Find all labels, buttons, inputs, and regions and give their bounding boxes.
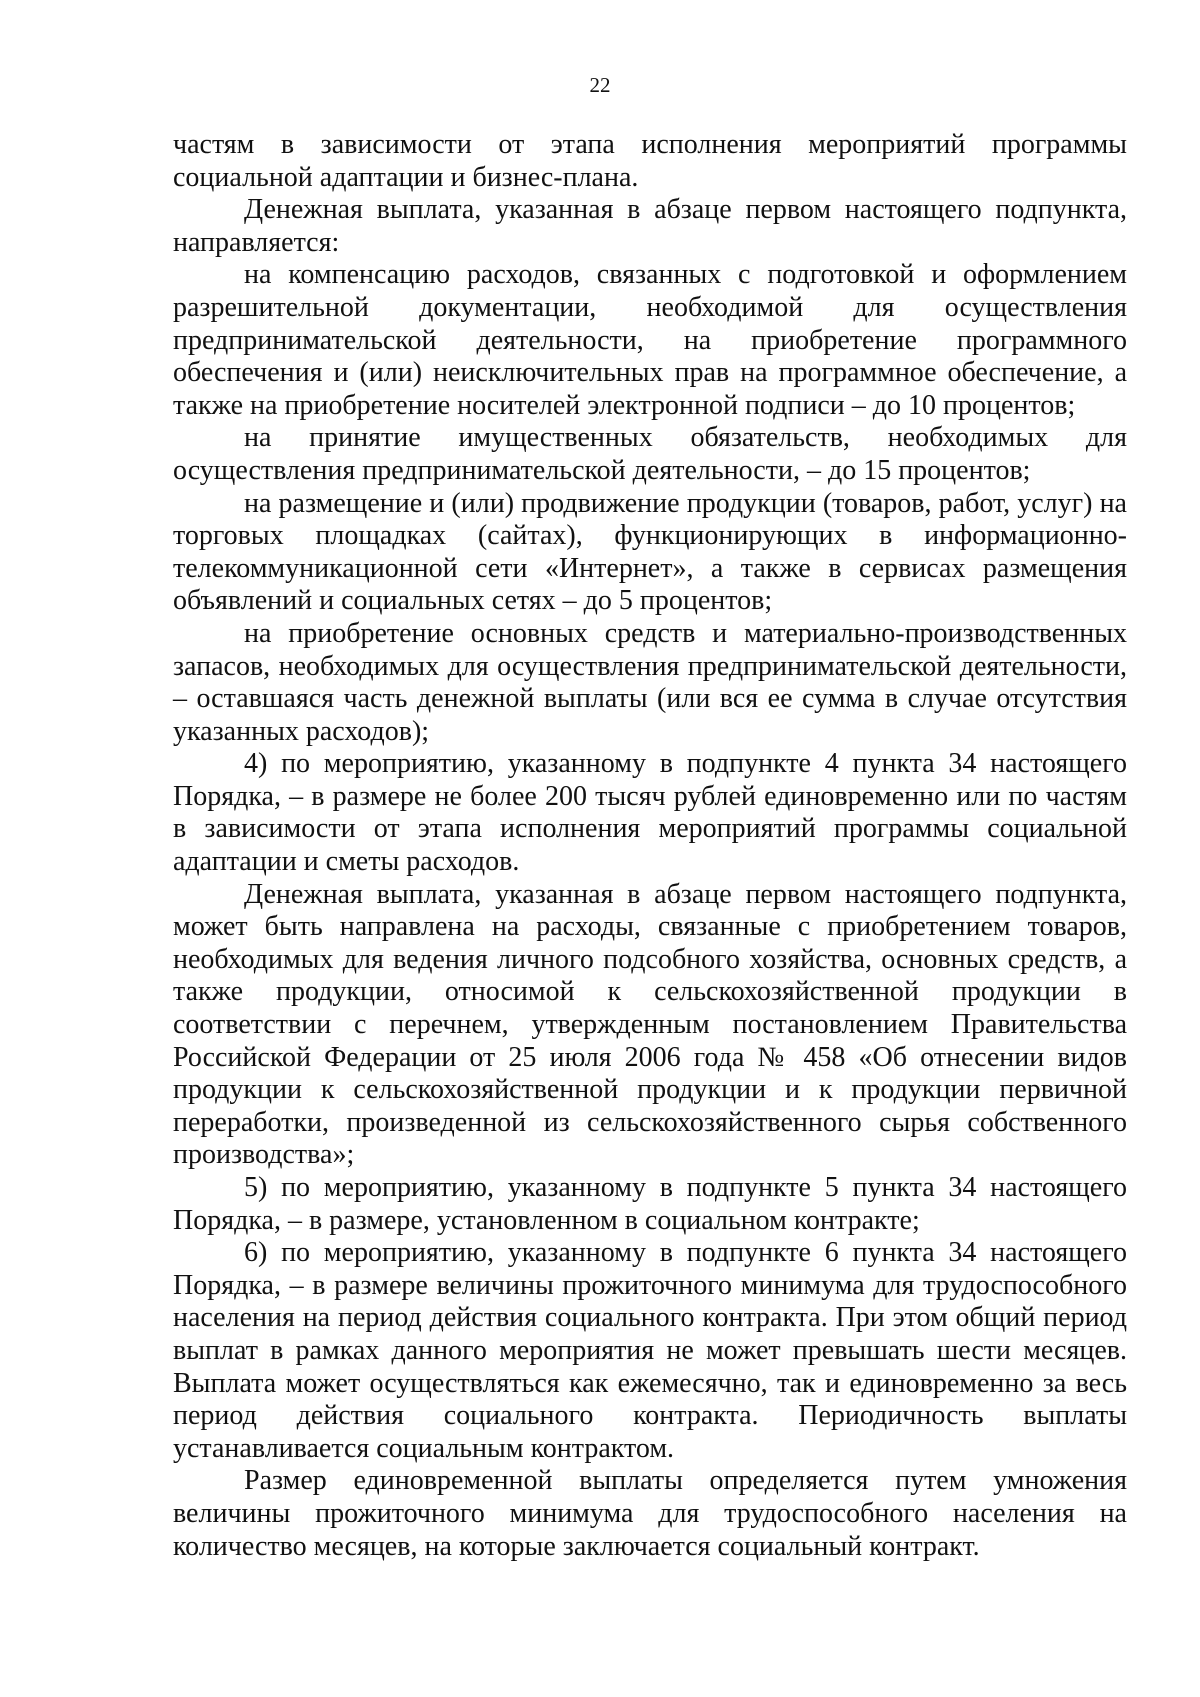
page-number: 22 bbox=[589, 73, 611, 97]
document-body bbox=[173, 129, 1127, 1563]
paragraph-continuation: частям в зависимости от этапа исполнения мероприятий программы социальной адаптации и бизнес-плана. bbox=[173, 129, 1127, 193]
paragraph-item-6: 6) по мероприятию, указанному в подпункте 6 пункта 34 настоящего Порядка, – в размере величины прожиточного минимума для трудоспособного населения на период действия социального контракта. При этом общий период выплат в рамках данного мероприятия не может превышать шести месяцев. Выплата может осуществляться как ежемесячно, так и единовременно за весь период действия социального контракта. Периодичность выплаты устанавливается социальным контрактом. bbox=[173, 1237, 1127, 1464]
paragraph-item-4: 4) по мероприятию, указанному в подпункте 4 пункта 34 настоящего Порядка, – в размере не более 200 тысяч рублей единовременно или по частям в зависимости от этапа исполнения мероприятий программы социальной адаптации и сметы расходов. bbox=[173, 748, 1127, 878]
list-item-compensation: на компенсацию расходов, связанных с подготовкой и оформлением разрешительной документации, необходимой для осуществления предпринимательской деятельности, на приобретение программного обеспечения и (или) неисключительных прав на программное обеспечение, а также на приобретение носителей электронной подписи – до 10 процентов; bbox=[173, 259, 1127, 421]
list-item-property-obligations: на принятие имущественных обязательств, необходимых для осуществления предпринимательской деятельности, – до 15 процентов; bbox=[173, 422, 1127, 486]
list-item-product-promotion: на размещение и (или) продвижение продукции (товаров, работ, услуг) на торговых площадках (сайтах), функционирующих в информационно-телекоммуникационной сети «Интернет», а также в сервисах размещения объявлений и социальных сетях – до 5 процентов; bbox=[173, 487, 1127, 617]
list-item-fixed-assets: на приобретение основных средств и материально-производственных запасов, необходимых для осуществления предпринимательской деятельности, – оставшаяся часть денежной выплаты (или вся ее сумма в случае отсутствия указанных расходов); bbox=[173, 617, 1127, 747]
paragraph-item-5: 5) по мероприятию, указанному в подпункте 5 пункта 34 настоящего Порядка, – в размере, установленном в социальном контракте; bbox=[173, 1172, 1127, 1236]
paragraph-payment-direction: Денежная выплата, указанная в абзаце первом настоящего подпункта, направляется: bbox=[173, 194, 1127, 258]
paragraph-lump-sum: Размер единовременной выплаты определяется путем умножения величины прожиточного минимума для трудоспособного населения на количество месяцев, на которые заключается социальный контракт. bbox=[173, 1465, 1127, 1562]
paragraph-item-4-payment: Денежная выплата, указанная в абзаце первом настоящего подпункта, может быть направлена на расходы, связанные с приобретением товаров, необходимых для ведения личного подсобного хозяйства, основных средств, а также продукции, относимой к сельскохозяйственной продукции в соответствии с перечнем, утвержденным постановлением Правительства Российской Федерации от 25 июля 2006 года № 458 «Об отнесении видов продукции к сельскохозяйственной продукции и к продукции первичной переработки, произведенной из сельскохозяйственного сырья собственного производства»; bbox=[173, 878, 1127, 1171]
